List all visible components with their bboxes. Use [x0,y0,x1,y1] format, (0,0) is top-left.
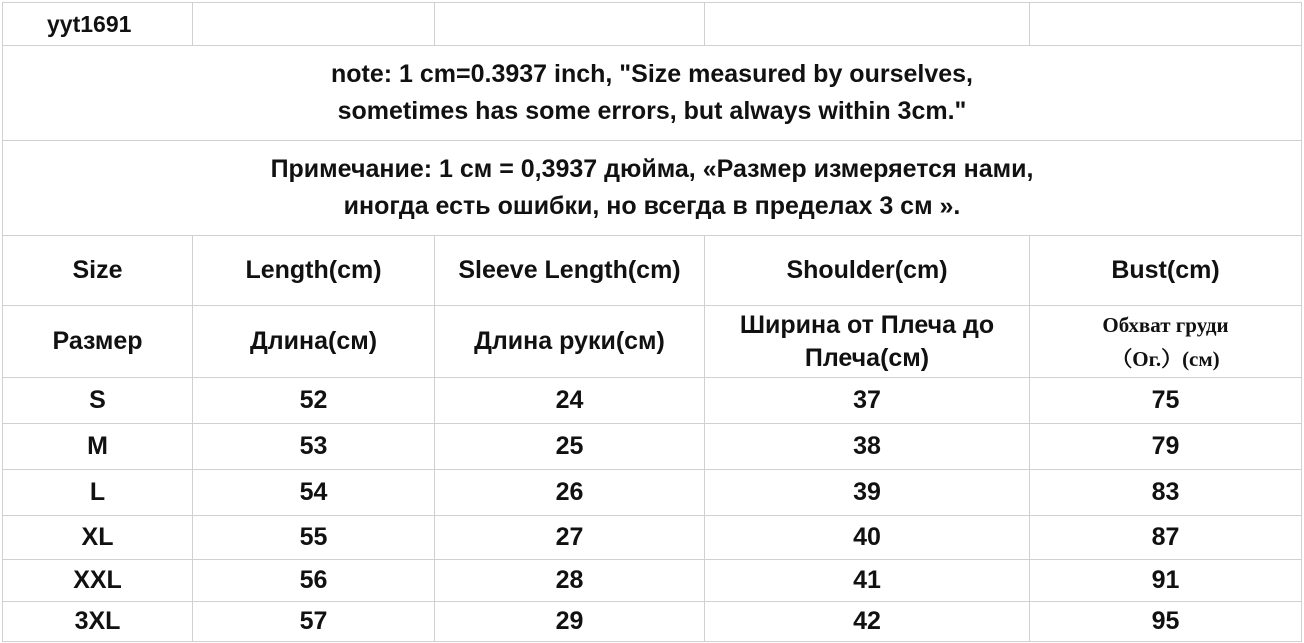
table-row [3,560,1302,602]
shoulder-cell: 38 [705,424,1030,470]
product-code: yyt1691 [3,3,193,46]
empty-cell [705,3,1030,46]
note-ru-row [3,141,1302,236]
size-cell: S [3,378,193,424]
bust-cell: 83 [1030,470,1302,516]
table-row [3,378,1302,424]
length-cell: 55 [193,516,435,560]
empty-cell [193,3,435,46]
bust-cell: 87 [1030,516,1302,560]
header-sleeve-length: Sleeve Length(cm) [435,236,705,306]
length-cell: 52 [193,378,435,424]
header-size-ru: Размер [3,306,193,378]
note-russian-line-2: иногда есть ошибки, но всегда в пределах 3 см ». [343,192,961,220]
size-cell: L [3,470,193,516]
sleeve-cell: 24 [435,378,705,424]
note-en-row [3,46,1302,141]
header-bust-ru [1030,306,1302,378]
header-length: Length(cm) [193,236,435,306]
bust-cell: 75 [1030,378,1302,424]
shoulder-cell: 41 [705,560,1030,602]
shoulder-cell: 39 [705,470,1030,516]
table-row [3,602,1302,642]
note-english-line-1: note: 1 cm=0.3937 inch, "Size measured by ourselves, [330,60,973,88]
size-cell: XL [3,516,193,560]
sleeve-cell: 26 [435,470,705,516]
sleeve-cell: 28 [435,560,705,602]
table-row [3,424,1302,470]
product-code-row [3,3,1302,46]
size-chart-table [2,2,1302,642]
size-cell: M [3,424,193,470]
sleeve-cell: 25 [435,424,705,470]
shoulder-cell: 37 [705,378,1030,424]
bust-cell: 95 [1030,602,1302,642]
table-row [3,470,1302,516]
empty-cell [435,3,705,46]
note-russian [3,141,1302,236]
header-shoulder: Shoulder(cm) [705,236,1030,306]
header-bust-ru-line-2: （Ог.）(см) [1111,346,1220,371]
bust-cell: 91 [1030,560,1302,602]
sleeve-cell: 29 [435,602,705,642]
size-cell: 3XL [3,602,193,642]
header-row-ru [3,306,1302,378]
header-sleeve-ru: Длина руки(см) [435,306,705,378]
header-shoulder-ru-line-1: Ширина от Плеча до [739,310,995,339]
length-cell: 54 [193,470,435,516]
bust-cell: 79 [1030,424,1302,470]
shoulder-cell: 40 [705,516,1030,560]
table-row [3,516,1302,560]
header-bust: Bust(cm) [1030,236,1302,306]
header-bust-ru-line-1: Обхват груди [1102,312,1229,337]
sleeve-cell: 27 [435,516,705,560]
header-length-ru: Длина(см) [193,306,435,378]
note-english-line-2: sometimes has some errors, but always within 3cm." [337,97,967,125]
note-russian-line-1: Примечание: 1 см = 0,3937 дюйма, «Размер измеряется нами, [270,155,1034,183]
empty-cell [1030,3,1302,46]
note-english [3,46,1302,141]
length-cell: 53 [193,424,435,470]
header-shoulder-ru [705,306,1030,378]
header-shoulder-ru-line-2: Плеча(см) [804,343,930,372]
length-cell: 57 [193,602,435,642]
shoulder-cell: 42 [705,602,1030,642]
header-size: Size [3,236,193,306]
size-cell: XXL [3,560,193,602]
header-row-en [3,236,1302,306]
length-cell: 56 [193,560,435,602]
